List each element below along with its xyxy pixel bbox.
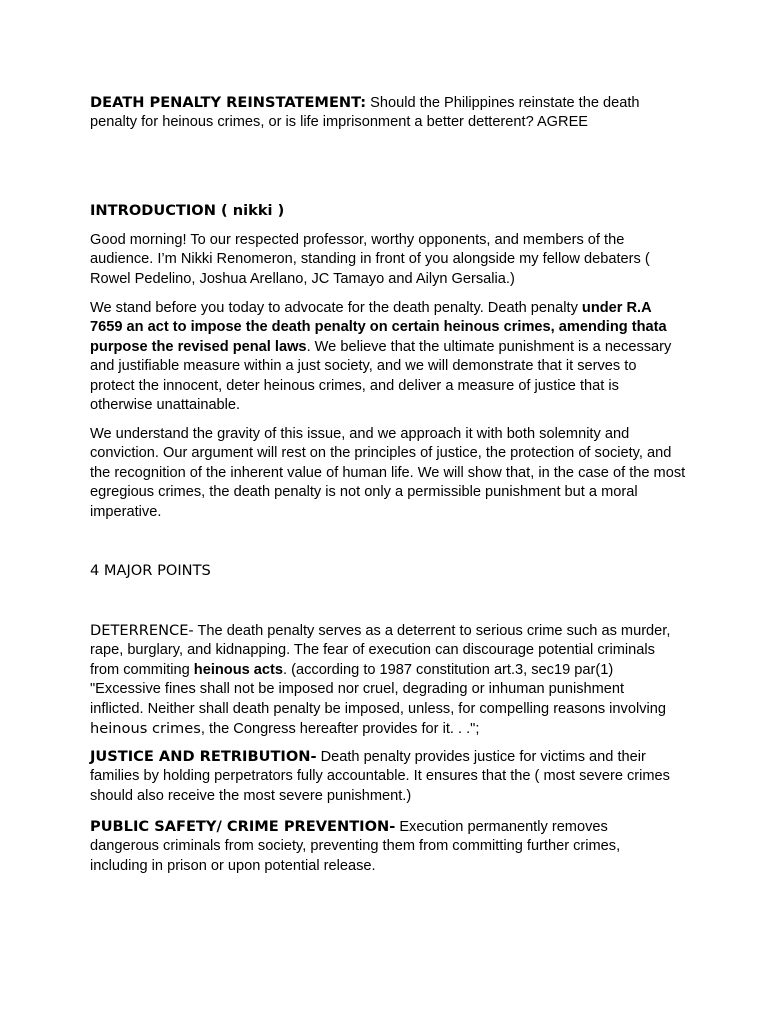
deterrence-paragraph [90, 621, 680, 739]
justice-label: JUSTICE AND RETRIBUTION- [90, 748, 317, 765]
major-points-heading: 4 MAJOR POINTS [90, 562, 211, 579]
intro-paragraph-1: Good morning! To our respected professor, worthy opponents, and members of the audience. I’m Nikki Renomeron, standing in front of you alongside my fellow debaters ( Rowel Pedelino, Joshua Arellano, JC Tamayo and Ailyn Gersalia.) [90, 232, 650, 287]
intro-p2-text-end: . We believe that the ultimate punishment is a necessary and justifiable measure within a just society, and we will demonstrate that it serves to protect the innocent, deter heinous crimes, and deliver a measure of justice that is otherwise unattainable. [90, 338, 672, 414]
justice-text: Death penalty provides justice for victims and their families by holding perpetrators fully accountable. It ensures that the ( most severe crimes should also receive the most severe punishment.) [90, 749, 670, 804]
public-safety-paragraph [90, 817, 665, 876]
deterrence-bold-heinous-acts: heinous acts [193, 661, 284, 678]
intro-p2-bold-law: under R.A 7659 an act to impose the death penalty on certain heinous crimes, amending thata purpose the revised penal laws [90, 300, 667, 355]
public-safety-text: Execution permanently removes dangerous criminals from society, preventing them from committing further crimes, including in prison or upon potential release. [90, 819, 621, 874]
public-safety-label: PUBLIC SAFETY/ CRIME PREVENTION- [90, 818, 396, 835]
intro-p2-text-start: We stand before you today to advocate for the death penalty. Death penalty [90, 300, 582, 316]
topic-label: DEATH PENALTY REINSTATEMENT: [90, 94, 367, 111]
deterrence-label: DETERRENCE- [90, 622, 194, 639]
deterrence-heinous-crimes: heinous crimes [90, 720, 201, 738]
deterrence-text-end: , the Congress hereafter provides for it. . ."; [200, 721, 480, 738]
intro-paragraph-3: We understand the gravity of this issue, and we approach it with both solemnity and conviction. Our argument will rest on the principles of justice, the protection of society, and the recognition of the inherent value of human life. We will show that, in the case of the most egregious crimes, the death penalty is not only a permissible punishment but a moral imperative. [90, 426, 686, 520]
justice-paragraph [90, 747, 680, 806]
deterrence-text-middle: . (according to 1987 constitution art.3, sec19 par(1) "Excessive fines shall not be imposed nor cruel, degrading or inhuman punishment inflicted. Neither shall death penalty be imposed, unless, for compelling reasons involving [90, 661, 666, 717]
topic-text: Should the Philippines reinstate the death penalty for heinous crimes, or is life imprisonment a better detterent? AGREE [90, 95, 640, 131]
intro-paragraph-2 [90, 299, 680, 415]
deterrence-text-start: The death penalty serves as a deterrent to serious crime such as murder, rape, burglary, and kidnapping. The fear of execution can discourage potential criminals from commiting [90, 623, 671, 678]
topic-paragraph [90, 93, 680, 133]
introduction-heading: INTRODUCTION ( nikki ) [90, 202, 285, 219]
